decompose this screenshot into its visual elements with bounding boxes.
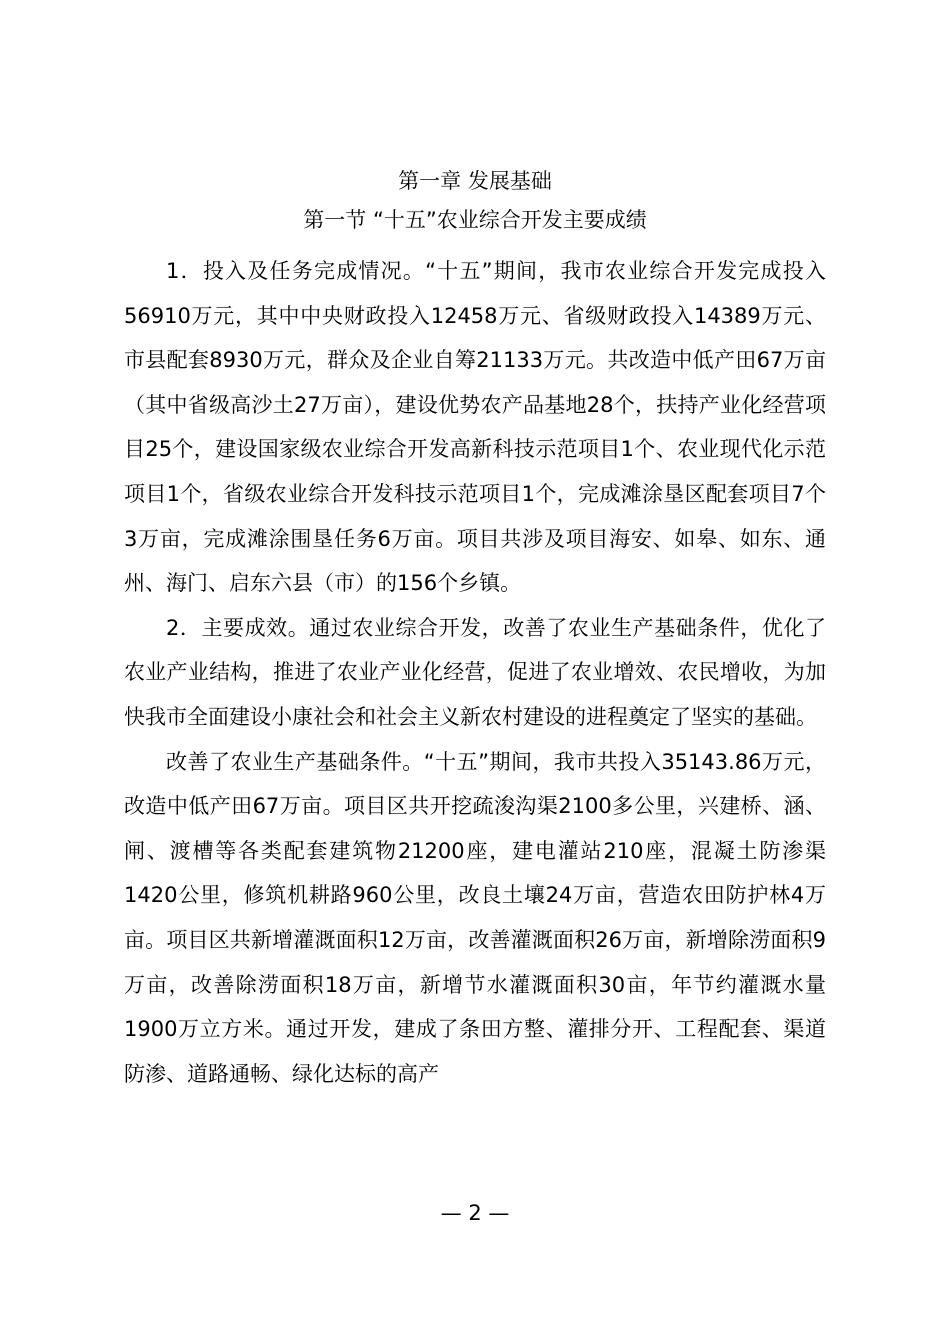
section-title: 第一节 “十五”农业综合开发主要成绩: [303, 208, 647, 232]
body-text: [124, 249, 826, 1096]
page-number: — 2 —: [440, 1201, 510, 1225]
paragraph-1: 1．投入及任务完成情况。“十五”期间，我市农业综合开发完成投入56910万元，其中中央财政投入12458万元、省级财政投入14389万元、市县配套8930万元，群众及企业自筹21133万元。共改造中低产田67万亩（其中省级高沙土27万亩），建设优势农产品基地28个，扶持产业化经营项目25个，建设国家级农业综合开发高新科技示范项目1个、农业现代化示范项目1个，省级农业综合开发科技示范项目1个，完成滩涂垦区配套项目7个3万亩，完成滩涂围垦任务6万亩。项目共涉及项目海安、如皋、如东、通州、海门、启东六县（市）的156个乡镇。: [124, 259, 826, 596]
chapter-title: 第一章 发展基础: [398, 169, 552, 193]
paragraph-2: 2．主要成效。通过农业综合开发，改善了农业生产基础条件，优化了农业产业结构，推进了农业产业化经营，促进了农业增效、农民增收，为加快我市全面建设小康社会和社会主义新农村建设的进程奠定了坚实的基础。: [124, 615, 826, 729]
paragraph-3: 改善了农业生产基础条件。“十五”期间，我市共投入35143.86万元，改造中低产田67万亩。项目区共开挖疏浚沟渠2100多公里，兴建桥、涵、闸、渡槽等各类配套建筑物21200座，建电灌站210座，混凝土防渗渠1420公里，修筑机耕路960公里，改良土壤24万亩，营造农田防护林4万亩。项目区共新增灌溉面积12万亩，改善灌溉面积26万亩，新增除涝面积9万亩，改善除涝面积18万亩，新增节水灌溉面积30亩，年节约灌溉水量1900万立方米。通过开发，建成了条田方整、灌排分开、工程配套、渠道防渗、道路通畅、绿化达标的高产: [124, 749, 826, 1086]
